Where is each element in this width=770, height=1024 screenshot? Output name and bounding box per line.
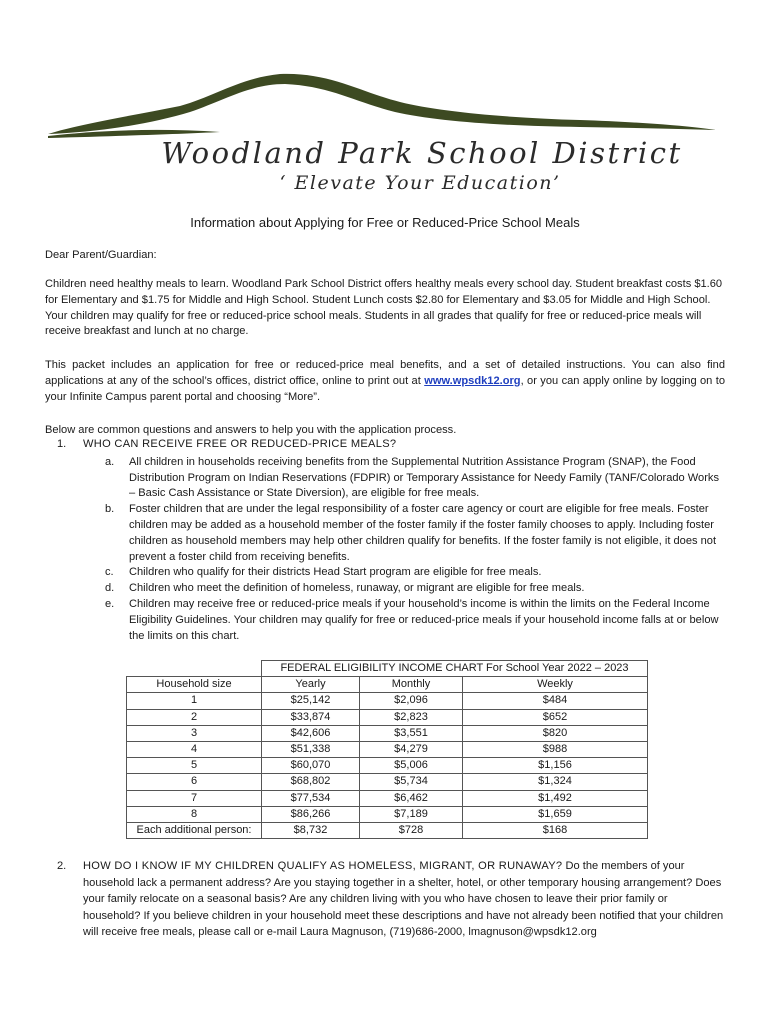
table-cell: $3,551 <box>360 725 463 741</box>
district-logo <box>40 66 730 206</box>
question-number: 1. <box>57 438 67 450</box>
table-cell: 8 <box>127 806 262 822</box>
table-cell: $168 <box>463 822 648 838</box>
question-2-item <box>45 858 725 941</box>
list-item-text: Children may receive free or reduced-price meals if your household’s income is within the limits on the Federal Income Eligibility Guidelines. Your children may qualify for free or reduced-price meals if your household income falls at or below the limits on this chart. <box>129 597 719 642</box>
table-row <box>127 725 648 741</box>
list-item-text: Children who meet the definition of homeless, runaway, or migrant are eligible for free meals. <box>129 582 585 595</box>
table-cell: 6 <box>127 774 262 790</box>
salutation: Dear Parent/Guardian: <box>45 249 157 261</box>
list-item-text: All children in households receiving benefits from the Supplemental Nutrition Assistance Program (SNAP), the Food Distribution Program on Indian Reservations (FDPIR) or Temporary Assistance for Needy Family (TANF/Colorado Works – Basic Cash Assistance or State Diversion), are eligible for free meals. <box>129 455 720 500</box>
intro-paragraph: Children need healthy meals to learn. Woodland Park School District offers healthy meals every school day. Student breakfast costs $1.60 for Elementary and $1.75 for Middle and High School. Student Lunch costs $2.80 for Elementary and $3.05 for Middle and High School. Your children may qualify for free or reduced-price school meals. Students in all grades that qualify for free or reduced-price meals will receive breakfast and lunch at no charge. <box>45 278 723 338</box>
table-cell: $728 <box>360 822 463 838</box>
application-paragraph <box>45 358 725 405</box>
table-row <box>127 774 648 790</box>
list-item-letter: b. <box>105 503 115 516</box>
column-header: Weekly <box>463 677 648 693</box>
question-heading: WHO CAN RECEIVE FREE OR REDUCED-PRICE MEALS? <box>83 438 397 450</box>
table-row <box>127 693 648 709</box>
table-cell: Each additional person: <box>127 822 262 838</box>
table-cell: 1 <box>127 693 262 709</box>
table-row <box>127 758 648 774</box>
table-cell: $25,142 <box>262 693 360 709</box>
table-cell: $86,266 <box>262 806 360 822</box>
table-blank-cell <box>127 661 262 677</box>
table-row <box>127 806 648 822</box>
list-item-letter: c. <box>105 566 114 579</box>
question-answer: Do the members of your household lack a permanent address? Are you staying together in a shelter, hotel, or other temporary housing arrangement? Does your family relocate on a seasonal basis? Are any children living with you who have chosen to leave their prior family or household? If you believe children in your household meet these descriptions and have not already been notified that your children will receive free meals, please call or e-mail Laura Magnuson, (719)686-2000, lmagnuson@wpsdk12.org <box>83 860 724 938</box>
table-caption-row <box>127 661 648 677</box>
table-cell: $77,534 <box>262 790 360 806</box>
question-list <box>45 437 725 644</box>
table-row <box>127 709 648 725</box>
table-row <box>127 790 648 806</box>
question-1 <box>45 437 725 644</box>
table-cell: $484 <box>463 693 648 709</box>
logo-tagline: ‘ Elevate Your Education’ <box>279 172 561 194</box>
list-item <box>83 455 725 502</box>
income-eligibility-table <box>126 660 648 839</box>
table-cell: $42,606 <box>262 725 360 741</box>
table-cell: $5,734 <box>360 774 463 790</box>
table-cell: $1,324 <box>463 774 648 790</box>
table-cell: $33,874 <box>262 709 360 725</box>
table-cell: 3 <box>127 725 262 741</box>
list-item <box>83 581 725 597</box>
list-item-letter: e. <box>105 597 115 610</box>
table-cell: $4,279 <box>360 741 463 757</box>
list-item-letter: d. <box>105 582 115 595</box>
document-title: Information about Applying for Free or Reduced-Price School Meals <box>190 215 580 230</box>
table-cell: $988 <box>463 741 648 757</box>
table-cell: $820 <box>463 725 648 741</box>
eligibility-list <box>83 455 725 645</box>
table-cell: $1,659 <box>463 806 648 822</box>
column-header: Monthly <box>360 677 463 693</box>
table-cell: $8,732 <box>262 822 360 838</box>
question-heading: HOW DO I KNOW IF MY CHILDREN QUALIFY AS HOMELESS, MIGRANT, OR RUNAWAY? <box>83 860 563 872</box>
logo-title: Woodland Park School District <box>161 136 683 170</box>
list-item-letter: a. <box>105 455 115 468</box>
table-cell: $6,462 <box>360 790 463 806</box>
table-row <box>127 741 648 757</box>
questions-intro: Below are common questions and answers to help you with the application process. <box>45 424 457 436</box>
list-item <box>83 502 725 565</box>
table-cell: $2,096 <box>360 693 463 709</box>
column-header: Household size <box>127 677 262 693</box>
table-cell: 4 <box>127 741 262 757</box>
table-cell: 7 <box>127 790 262 806</box>
district-website-link[interactable]: www.wpsdk12.org <box>424 374 521 387</box>
table-cell: 2 <box>127 709 262 725</box>
table-cell: $60,070 <box>262 758 360 774</box>
table-body <box>127 693 648 839</box>
list-item-text: Foster children that are under the legal responsibility of a foster care agency or court are eligible for free meals. Foster children may be added as a household member of the foster family if the foster family chooses to apply. Including foster children as household members may help other children qualify for benefits. If the foster family is not eligible, it does not prevent a foster child from receiving benefits. <box>129 503 717 563</box>
question-2 <box>45 858 725 941</box>
table-caption: FEDERAL ELIGIBILITY INCOME CHART For School Year 2022 – 2023 <box>262 661 648 677</box>
application-paragraph-text: This packet includes an application for free or reduced-price meal benefits, and a set of detailed instructions. You can also find applications at any of the school’s offices, district office, online to print out at <box>45 359 725 387</box>
table-cell: $5,006 <box>360 758 463 774</box>
table-cell: $2,823 <box>360 709 463 725</box>
list-item-text: Children who qualify for their districts Head Start program are eligible for free meals. <box>129 566 542 579</box>
table-cell: $1,156 <box>463 758 648 774</box>
table-row <box>127 822 648 838</box>
table-cell: $1,492 <box>463 790 648 806</box>
table-cell: $51,338 <box>262 741 360 757</box>
list-item <box>83 597 725 644</box>
table-cell: $652 <box>463 709 648 725</box>
table-cell: 5 <box>127 758 262 774</box>
question-number: 2. <box>57 860 67 872</box>
application-paragraph-text-end: , or you can apply online by logging on to your Infinite Campus parent portal and choosing “More”. <box>45 374 725 403</box>
table-header-row <box>127 677 648 693</box>
table-cell: $68,802 <box>262 774 360 790</box>
table-cell: $7,189 <box>360 806 463 822</box>
column-header: Yearly <box>262 677 360 693</box>
list-item <box>83 565 725 581</box>
